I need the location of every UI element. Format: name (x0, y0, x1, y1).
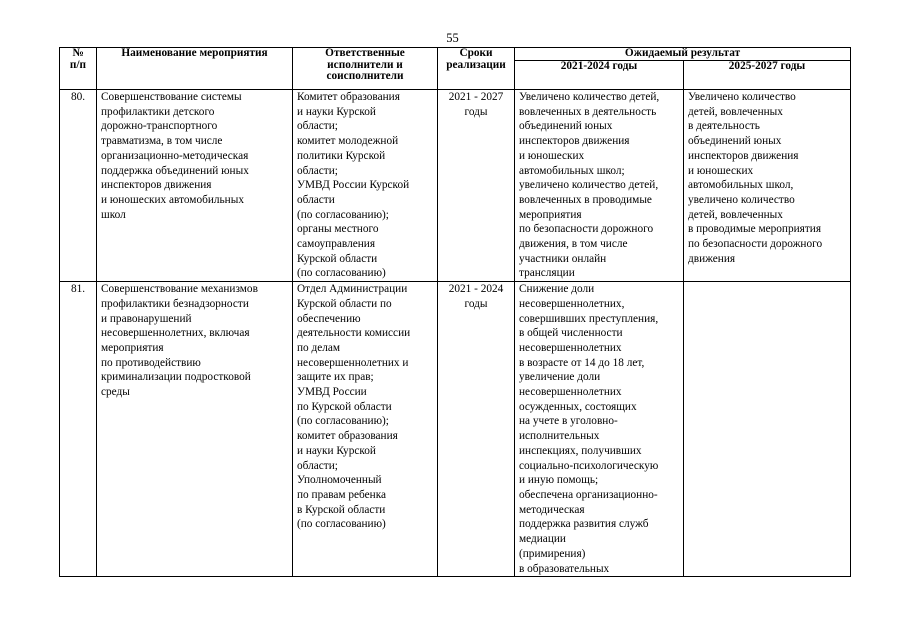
header-num: № п/п (60, 48, 97, 90)
header-row-1 (60, 48, 851, 61)
measures-table (59, 47, 851, 577)
header-name: Наименование мероприятия (97, 48, 293, 90)
cell-result-2021: Увеличено количество детей, вовлеченных в деятельность объединений юных инспекторов движения и юношеских автомобильных школ; увеличено количество детей, вовлеченных в проводимые мероприятия по безопасности дорожного движения, в том числе участники онлайн трансляции (515, 90, 684, 282)
header-result: Ожидаемый результат (515, 48, 851, 61)
header-responsible: Ответственные исполнители и соисполнители (293, 48, 438, 90)
page-number: 55 (446, 31, 459, 45)
cell-terms: 2021 - 2024 годы (438, 282, 515, 577)
cell-result-2025: Увеличено количество детей, вовлеченных в деятельность объединений юных инспекторов движения и юношеских автомобильных школ, увеличено количество детей, вовлеченных в проводимые мероприятия по безопасности дорожного движения (684, 90, 851, 282)
cell-responsible: Отдел Администрации Курской области по обеспечению деятельности комиссии по делам несовершеннолетних и защите их прав; УМВД России по Курской области (по согласованию); комитет образования и науки Курской области; Уполномоченный по правам ребенка в Курской области (по согласованию) (293, 282, 438, 577)
table-row (60, 282, 851, 577)
cell-terms: 2021 - 2027 годы (438, 90, 515, 282)
cell-result-2025 (684, 282, 851, 577)
cell-name: Совершенствование механизмов профилактики безнадзорности и правонарушений несовершеннолетних, включая мероприятия по противодействию криминализации подростковой среды (97, 282, 293, 577)
cell-num: 81. (60, 282, 97, 577)
table-row (60, 90, 851, 282)
cell-name: Совершенствование системы профилактики детского дорожно-транспортного травматизма, в том числе организационно-методическая поддержка объединений юных инспекторов движения и юношеских автомобильных школ (97, 90, 293, 282)
cell-responsible: Комитет образования и науки Курской области; комитет молодежной политики Курской области; УМВД России Курской области (по согласованию); органы местного самоуправления Курской области (по согласованию) (293, 90, 438, 282)
cell-result-2021: Снижение доли несовершеннолетних, совершивших преступления, в общей численности несовершеннолетних в возрасте от 14 до 18 лет, увеличение доли несовершеннолетних осужденных, состоящих на учете в уголовно- исполнительных инспекциях, получивших социально-психологическую и иную помощь; обеспечена организационно- методическая поддержка развития служб медиации (примирения) в образовательных (515, 282, 684, 577)
header-result-2021: 2021-2024 годы (515, 61, 684, 90)
header-result-2025: 2025-2027 годы (684, 61, 851, 90)
cell-num: 80. (60, 90, 97, 282)
header-terms: Сроки реализации (438, 48, 515, 90)
